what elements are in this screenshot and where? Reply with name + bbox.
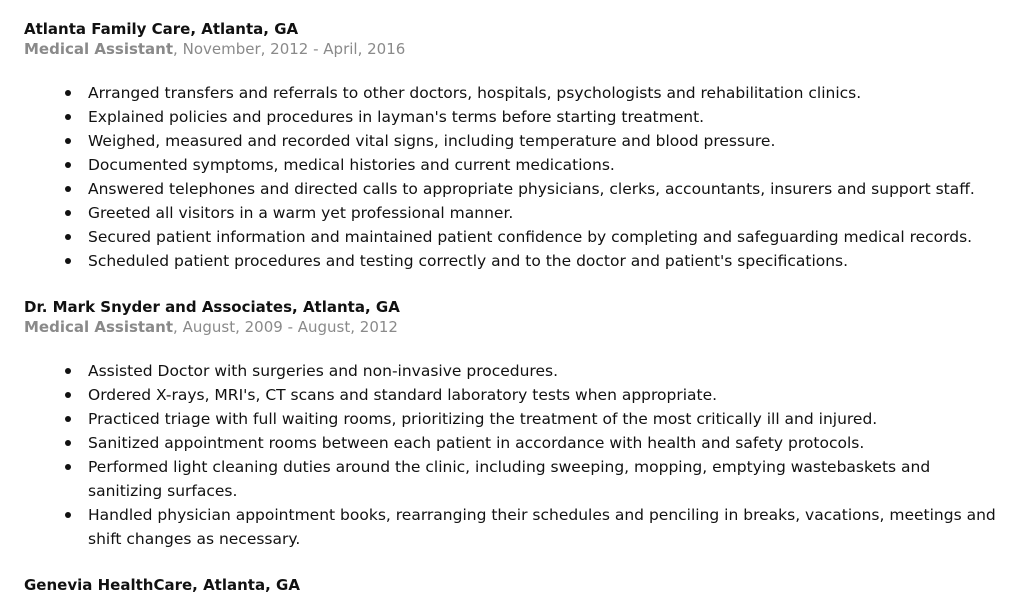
job-dates: November, 2012 - April, 2016 [182, 40, 406, 58]
duty-list [64, 81, 1004, 273]
bullet-icon [65, 114, 71, 120]
bullet-icon [65, 464, 71, 470]
employer-name: Dr. Mark Snyder and Associates [24, 298, 293, 316]
list-item: Arranged transfers and referrals to other doctors, hospitals, psychologists and rehabilitation clinics. [64, 81, 1004, 105]
list-item: Secured patient information and maintained patient confidence by completing and safeguarding medical records. [64, 225, 1004, 249]
bullet-icon [65, 416, 71, 422]
bullet-icon [65, 90, 71, 96]
employer-name: Genevia HealthCare [24, 576, 193, 594]
bullet-icon [65, 234, 71, 240]
job-heading: Genevia HealthCare, Atlanta, GA [24, 576, 300, 594]
bullet-icon [65, 392, 71, 398]
job-entry [24, 575, 1004, 595]
list-item: Sanitized appointment rooms between each patient in accordance with health and safety protocols. [64, 431, 1004, 455]
bullet-icon [65, 512, 71, 518]
list-item: Ordered X-rays, MRI's, CT scans and standard laboratory tests when appropriate. [64, 383, 1004, 407]
job-entry [24, 19, 1004, 59]
duty-list [64, 359, 1004, 551]
list-item: Assisted Doctor with surgeries and non-invasive procedures. [64, 359, 1004, 383]
list-item: Greeted all visitors in a warm yet professional manner. [64, 201, 1004, 225]
job-title: Medical Assistant [24, 318, 174, 336]
employer-location: Atlanta, GA [302, 298, 400, 316]
list-item: Weighed, measured and recorded vital signs, including temperature and blood pressure. [64, 129, 1004, 153]
employer-location: Atlanta, GA [203, 576, 300, 594]
list-item: Explained policies and procedures in layman's terms before starting treatment. [64, 105, 1004, 129]
employer-name: Atlanta Family Care [24, 20, 191, 38]
list-item: Handled physician appointment books, rearranging their schedules and penciling in breaks, vacations, meetings and shift changes as necessary. [64, 503, 1004, 551]
bullet-icon [65, 440, 71, 446]
employer-location: Atlanta, GA [201, 20, 299, 38]
list-item: Documented symptoms, medical histories and current medications. [64, 153, 1004, 177]
job-title: Medical Assistant [24, 40, 174, 58]
list-item: Practiced triage with full waiting rooms, prioritizing the treatment of the most critically ill and injured. [64, 407, 1004, 431]
job-role-line: Medical Assistant, November, 2012 - April, 2016 [24, 40, 406, 58]
bullet-icon [65, 138, 71, 144]
bullet-icon [65, 162, 71, 168]
bullet-icon [65, 258, 71, 264]
job-dates: August, 2009 - August, 2012 [182, 318, 398, 336]
list-item: Performed light cleaning duties around the clinic, including sweeping, mopping, emptying wastebaskets and sanitizing surfaces. [64, 455, 1004, 503]
job-heading: Atlanta Family Care, Atlanta, GA [24, 20, 299, 38]
list-item: Answered telephones and directed calls to appropriate physicians, clerks, accountants, insurers and support staff. [64, 177, 1004, 201]
list-item: Scheduled patient procedures and testing correctly and to the doctor and patient's specifications. [64, 249, 1004, 273]
job-heading: Dr. Mark Snyder and Associates, Atlanta, GA [24, 298, 400, 316]
job-entry [24, 297, 1004, 337]
bullet-icon [65, 210, 71, 216]
bullet-icon [65, 368, 71, 374]
bullet-icon [65, 186, 71, 192]
job-role-line: Medical Assistant, August, 2009 - August, 2012 [24, 318, 398, 336]
